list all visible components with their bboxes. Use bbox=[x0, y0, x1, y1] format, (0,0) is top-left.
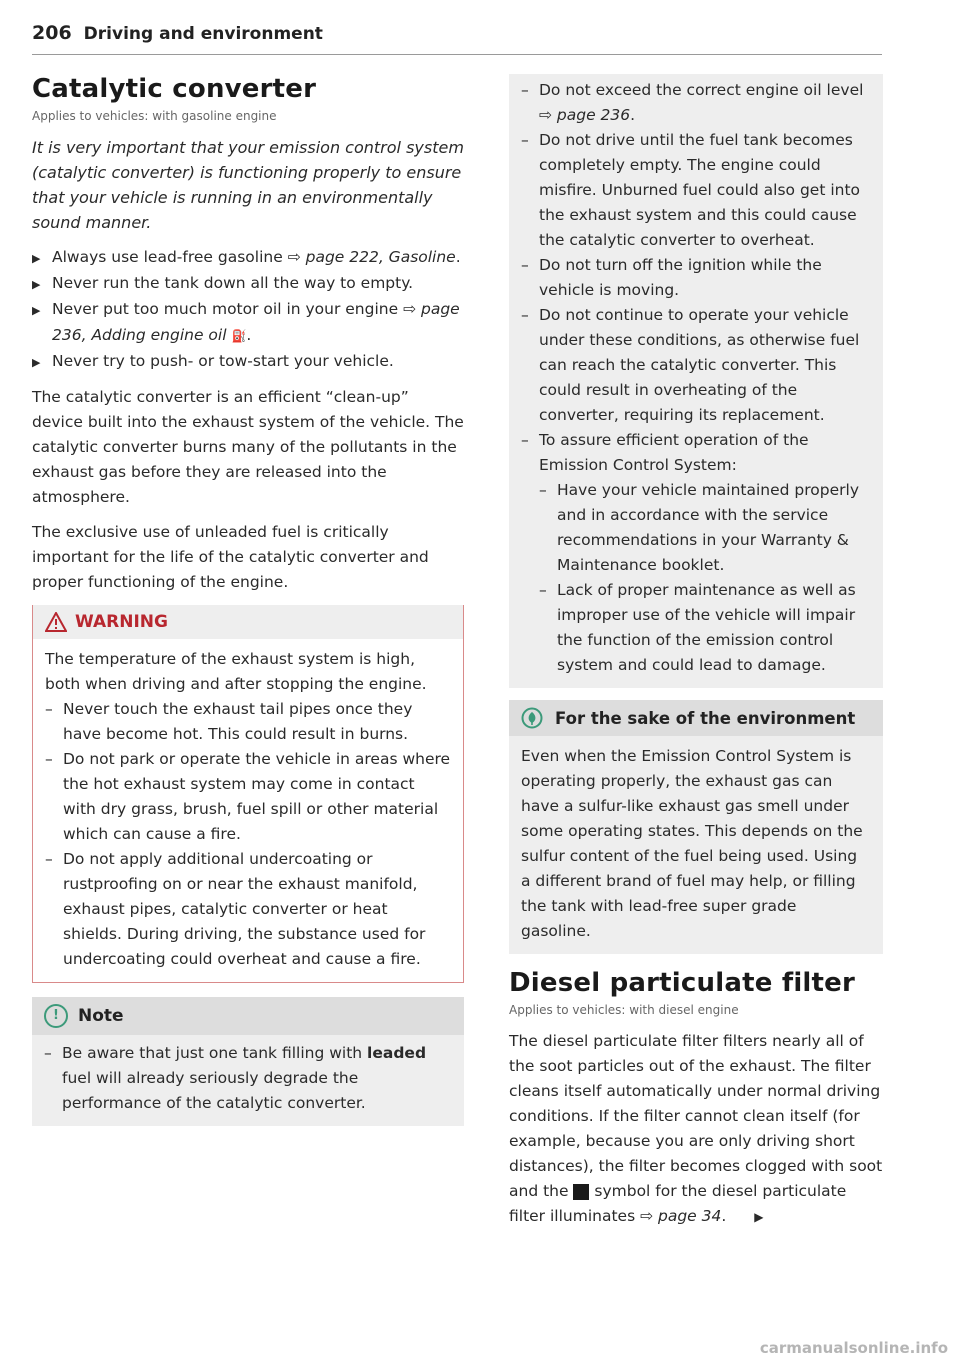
list-item: – Have your vehicle maintained properly and in accordance with the service recommendations in your Warranty & Maintenance booklet. bbox=[539, 481, 860, 574]
warning-intro: The temperature of the exhaust system is high, both when driving and after stopping the engine. bbox=[45, 650, 427, 693]
catalytic-title: Catalytic converter bbox=[32, 74, 317, 104]
list-item: – Do not exceed the correct engine oil level ⇨ page 236. bbox=[521, 81, 864, 124]
list-item: – Be aware that just one tank filling with leaded fuel will already seriously degrade the performance of the catalytic converter. bbox=[44, 1044, 427, 1112]
continue-arrow-icon: ▶ bbox=[754, 1210, 764, 1224]
list-item: – Never touch the exhaust tail pipes once they have become hot. This could result in burns. bbox=[45, 700, 413, 743]
list-item: – Do not apply additional undercoating or rustproofing on or near the exhaust manifold, exhaust pipes, catalytic converter or heat shields. During driving, the substance used for undercoating could overheat and cause a fire. bbox=[45, 850, 426, 968]
diesel-particulate-filter-icon bbox=[573, 1184, 589, 1200]
list-item: – Do not turn off the ignition while the vehicle is moving. bbox=[521, 256, 822, 299]
page-reference-link[interactable]: ⇨ page 222, Gasoline bbox=[287, 248, 456, 266]
note-body-left bbox=[32, 1035, 464, 1126]
list-item: ▶ Always use lead-free gasoline ⇨ page 222, Gasoline. bbox=[32, 245, 464, 271]
warning-box bbox=[32, 605, 464, 983]
list-item: ▶ Never try to push- or tow-start your vehicle. bbox=[32, 349, 464, 375]
list-item: ▶ Never put too much motor oil in your engine ⇨ page 236, Adding engine oil ⛽. bbox=[32, 300, 460, 344]
catalytic-paragraph-1: The catalytic converter is an efficient “clean-up” device built into the exhaust system of the vehicle. The catalytic converter burns many of the pollutants in the exhaust gas before they are released into the atmosphere. bbox=[32, 388, 464, 506]
left-column bbox=[32, 74, 464, 1126]
catalytic-paragraph-2: The exclusive use of unleaded fuel is critically important for the life of the catalytic converter and proper functioning of the engine. bbox=[32, 523, 429, 591]
diesel-applies: Applies to vehicles: with diesel engine bbox=[509, 1003, 739, 1017]
environment-header: For the sake of the environment bbox=[509, 700, 883, 736]
oil-can-icon: ⛽ bbox=[231, 329, 247, 343]
diesel-paragraph: The diesel particulate filter filters nearly all of the soot particles out of the exhaust. The filter cleans itself automatically under normal driving conditions. If the filter cannot clean itself (for example, because you are only driving short distances), the filter becomes clogged with soot and the symbol for the diesel particulate filter illuminates ⇨ page 34. ▶ bbox=[509, 1032, 883, 1225]
list-item: – Do not continue to operate your vehicle under these conditions, as otherwise fuel can reach the catalytic converter. This could result in overheating of the converter, requiring its replacement. bbox=[521, 306, 860, 424]
note-sub-list bbox=[521, 478, 871, 678]
warning-header: WARNING bbox=[33, 605, 463, 639]
warning-triangle-icon bbox=[45, 612, 67, 632]
diesel-title: Diesel particulate filter bbox=[509, 968, 856, 998]
list-item: – Lack of proper maintenance as well as improper use of the vehicle will impair the function of the emission control system and could lead to damage. bbox=[539, 581, 856, 674]
environment-body: Even when the Emission Control System is operating properly, the exhaust gas can have a sulfur-like exhaust gas smell under some operating states. This depends on the sulfur content of the fuel being used. Using a different brand of fuel may help, or filling the tank with lead-free super grade gasoline. bbox=[509, 736, 883, 954]
page-number: 206 bbox=[32, 22, 72, 44]
page-reference-link[interactable]: ⇨ page 236 bbox=[539, 106, 631, 124]
bullet-arrow-icon: ▶ bbox=[32, 278, 41, 291]
page-reference-link[interactable]: ⇨ page 34 bbox=[640, 1207, 722, 1225]
note-body-right bbox=[509, 74, 883, 688]
catalytic-intro: It is very important that your emission control system (catalytic converter) is functioning properly to ensure that your vehicle is running in an environmentally sound manner. bbox=[32, 138, 464, 232]
bullet-arrow-icon: ▶ bbox=[32, 252, 41, 265]
section-title: Driving and environment bbox=[83, 24, 323, 44]
page-header bbox=[32, 22, 882, 55]
bullet-arrow-icon: ▶ bbox=[32, 304, 41, 317]
note-header: ! Note bbox=[32, 997, 464, 1035]
note-box bbox=[32, 997, 464, 1126]
info-circle-icon: ! bbox=[44, 1004, 68, 1028]
environment-leaf-icon bbox=[521, 707, 543, 729]
page-reference-link[interactable]: ⇨ page 236, Adding engine oil bbox=[52, 300, 460, 344]
warning-body bbox=[33, 639, 463, 982]
list-item: – Do not park or operate the vehicle in areas where the hot exhaust system may come in contact with dry grass, brush, fuel spill or other material which can cause a fire. bbox=[45, 750, 451, 843]
right-column bbox=[509, 74, 883, 1240]
bullet-arrow-icon: ▶ bbox=[32, 356, 41, 369]
footer-watermark: carmanualsonline.info bbox=[759, 1339, 948, 1357]
environment-box bbox=[509, 700, 883, 954]
list-item: – Do not drive until the fuel tank becomes completely empty. The engine could misfire. Unburned fuel could also get into the exhaust system and this could cause the catalytic converter to overheat. bbox=[521, 131, 861, 249]
catalytic-applies: Applies to vehicles: with gasoline engine bbox=[32, 109, 277, 123]
list-item: ▶ Never run the tank down all the way to empty. bbox=[32, 271, 464, 297]
list-item: – To assure efficient operation of the Emission Control System: bbox=[521, 431, 809, 474]
warning-list bbox=[45, 697, 451, 972]
catalytic-bullet-list bbox=[32, 245, 464, 375]
